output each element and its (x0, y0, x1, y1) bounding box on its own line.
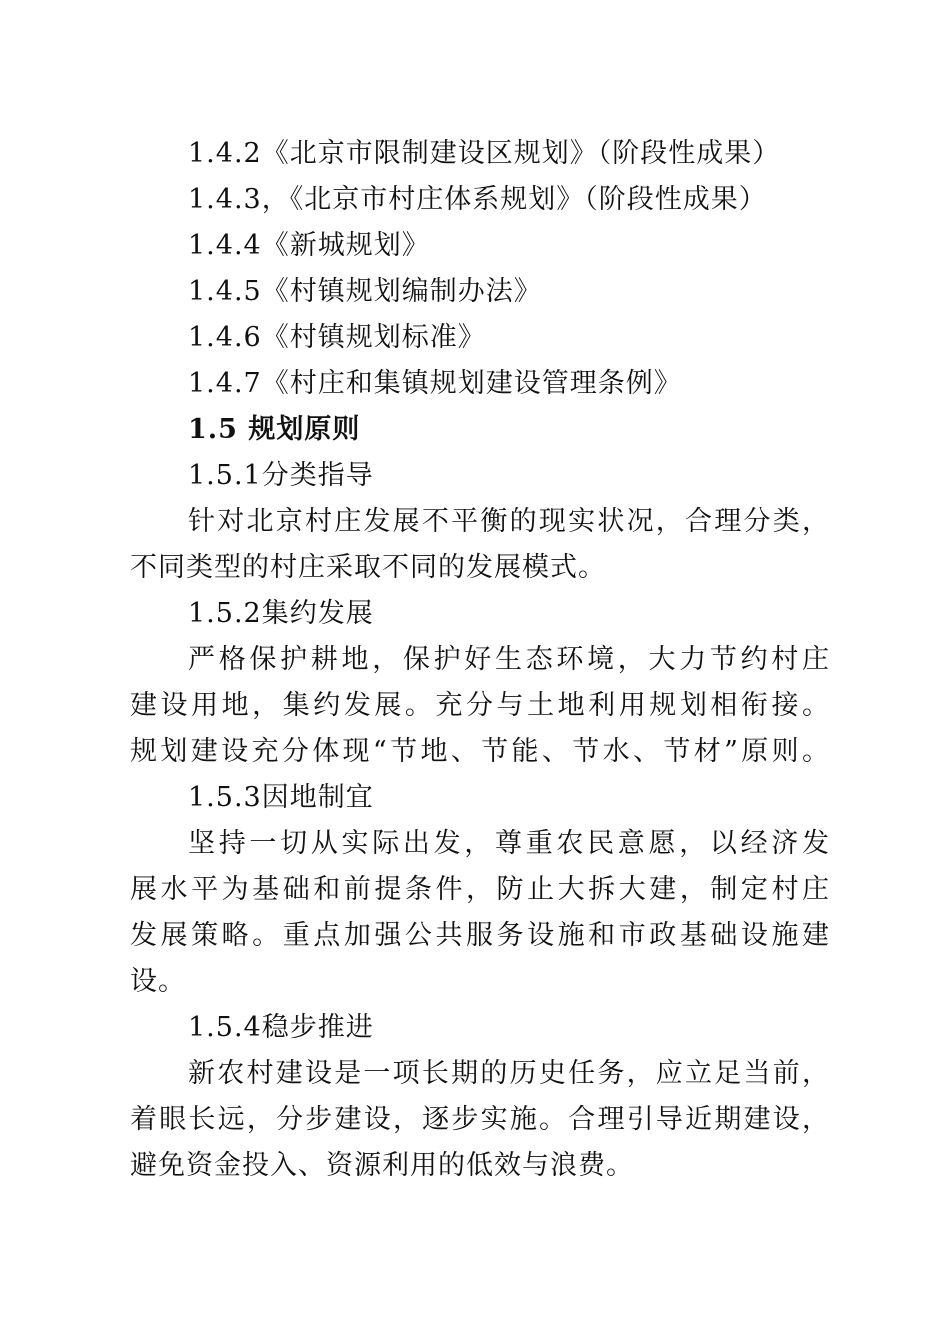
paragraph-line: 设。 (130, 966, 186, 997)
section-heading-1-5: 1.5 规划原则 (188, 414, 361, 445)
reference-item-1-4-2: 1.4.2《北京市限制建设区规划》（阶段性成果） (188, 138, 781, 169)
paragraph-line: 规划建设充分体现“节地、节能、节水、节材”原则。 (130, 736, 830, 767)
subsection-heading-1-5-4: 1.5.4稳步推进 (188, 1012, 374, 1043)
reference-item-1-4-5: 1.4.5《村镇规划编制办法》 (188, 276, 542, 307)
paragraph-line: 着眼长远，分步建设，逐步实施。合理引导近期建设， (130, 1104, 830, 1135)
reference-item-1-4-6: 1.4.6《村镇规划标准》 (188, 322, 486, 353)
paragraph-line: 坚持一切从实际出发，尊重农民意愿，以经济发 (188, 828, 830, 859)
subsection-heading-1-5-3: 1.5.3因地制宜 (188, 782, 374, 813)
paragraph-line: 严格保护耕地，保护好生态环境，大力节约村庄 (188, 644, 830, 675)
paragraph-line: 发展策略。重点加强公共服务设施和市政基础设施建 (130, 920, 830, 951)
paragraph-line: 展水平为基础和前提条件，防止大拆大建，制定村庄 (130, 874, 830, 905)
subsection-heading-1-5-1: 1.5.1分类指导 (188, 460, 374, 491)
paragraph-line: 建设用地，集约发展。充分与土地利用规划相衔接。 (130, 690, 830, 721)
paragraph-line: 针对北京村庄发展不平衡的现实状况，合理分类， (188, 506, 830, 537)
paragraph-line: 不同类型的村庄采取不同的发展模式。 (130, 552, 606, 583)
reference-item-1-4-3: 1.4.3，《北京市村庄体系规划》（阶段性成果） (188, 184, 767, 215)
reference-item-1-4-7: 1.4.7《村庄和集镇规划建设管理条例》 (188, 368, 682, 399)
paragraph-line: 避免资金投入、资源利用的低效与浪费。 (130, 1150, 634, 1181)
subsection-heading-1-5-2: 1.5.2集约发展 (188, 598, 374, 629)
paragraph-line: 新农村建设是一项长期的历史任务，应立足当前， (188, 1058, 830, 1089)
reference-item-1-4-4: 1.4.4《新城规划》 (188, 230, 430, 261)
